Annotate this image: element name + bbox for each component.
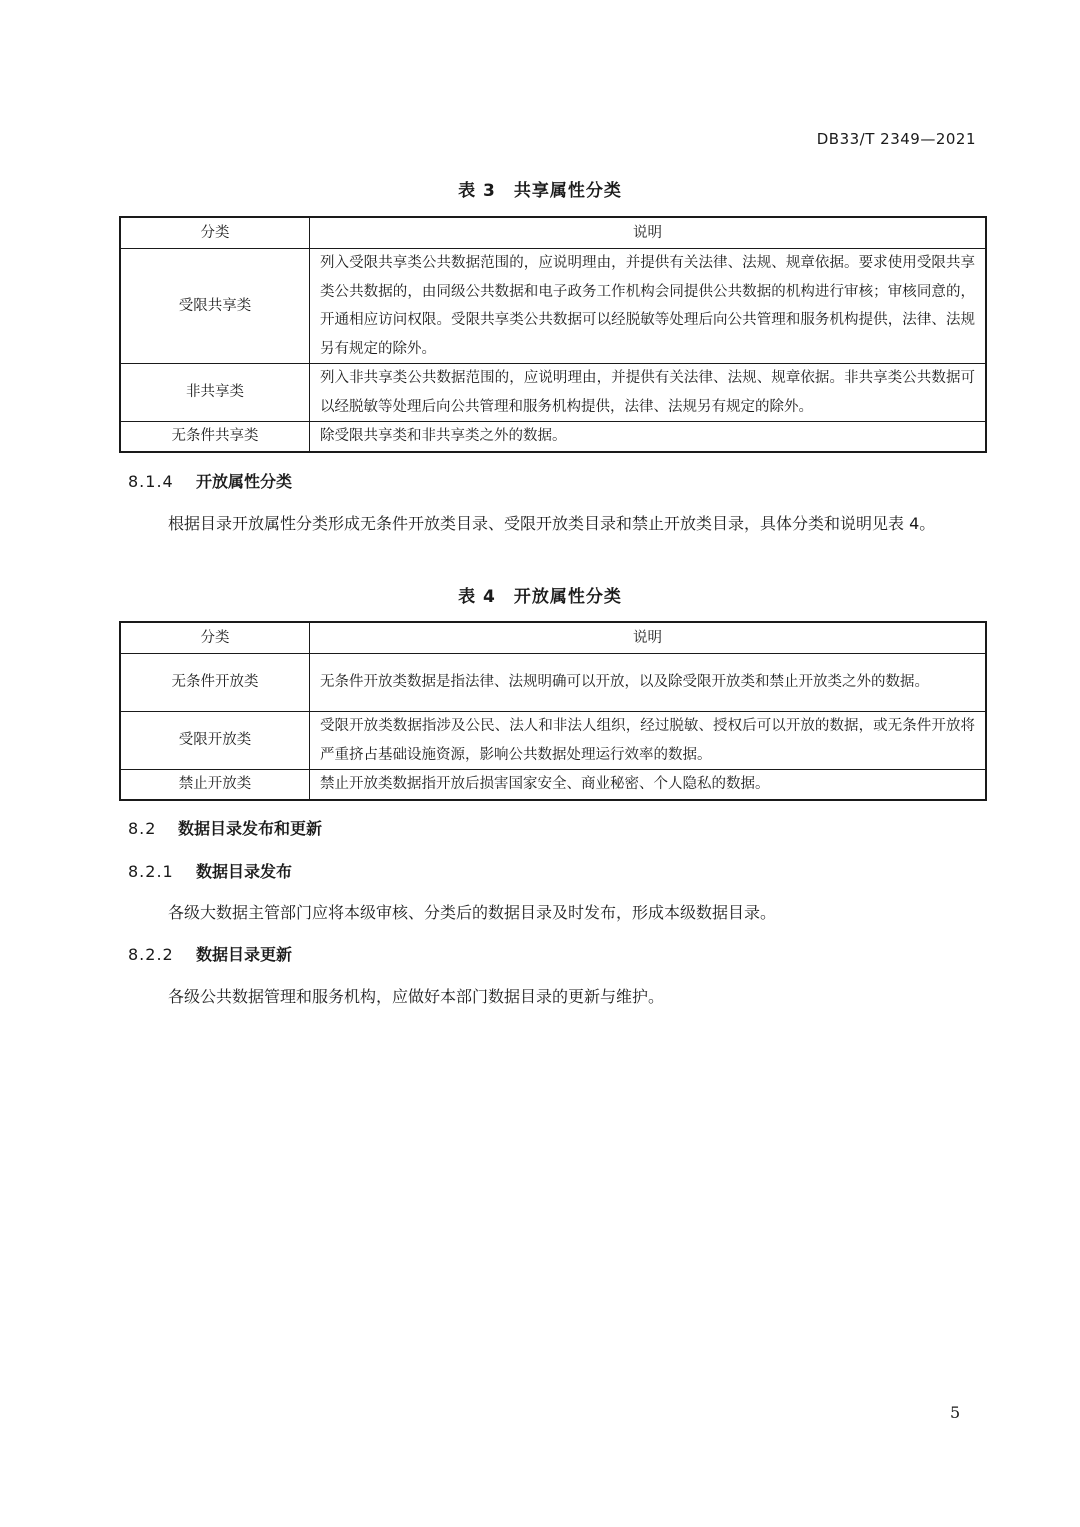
- section-title: 数据目录发布: [196, 862, 293, 881]
- table3-caption: 表 3 共享属性分类: [458, 181, 622, 201]
- description-cell: 除受限共享类和非共享类之外的数据。: [310, 422, 987, 452]
- section-8-2-2-heading: [128, 942, 292, 965]
- column-header-category: 分类: [120, 622, 310, 654]
- section-8-2-heading: [128, 816, 322, 839]
- page-number: 5: [950, 1403, 961, 1422]
- section-number: 8.1.4: [128, 472, 174, 491]
- table-row: [120, 364, 986, 422]
- section-title: 数据目录更新: [196, 945, 293, 964]
- category-cell: 受限共享类: [120, 249, 310, 364]
- section-number: 8.2.2: [128, 945, 174, 964]
- section-8-2-1-paragraph: 各级大数据主管部门应将本级审核、分类后的数据目录及时发布，形成本级数据目录。: [168, 903, 777, 922]
- table-row: [120, 422, 986, 452]
- column-header-description: 说明: [310, 622, 987, 654]
- section-8-1-4-paragraph: 根据目录开放属性分类形成无条件开放类目录、受限开放类目录和禁止开放类目录，具体分类和说明见表 4。: [168, 514, 936, 533]
- category-cell: 受限开放类: [120, 712, 310, 770]
- category-cell: 禁止开放类: [120, 770, 310, 800]
- section-8-1-4-heading: [128, 469, 292, 492]
- table3-share-attribute: [119, 216, 987, 453]
- description-cell: 受限开放类数据指涉及公民、法人和非法人组织，经过脱敏、授权后可以开放的数据，或无条件开放将严重挤占基础设施资源，影响公共数据处理运行效率的数据。: [310, 712, 987, 770]
- section-title: 数据目录发布和更新: [178, 819, 323, 838]
- table4-caption: 表 4 开放属性分类: [458, 587, 622, 607]
- table-row: [120, 654, 986, 712]
- section-number: 8.2.1: [128, 862, 174, 881]
- section-title: 开放属性分类: [196, 472, 293, 491]
- description-cell: 禁止开放类数据指开放后损害国家安全、商业秘密、个人隐私的数据。: [310, 770, 987, 800]
- table-row: [120, 770, 986, 800]
- description-cell: 无条件开放类数据是指法律、法规明确可以开放，以及除受限开放类和禁止开放类之外的数据。: [310, 654, 987, 712]
- description-cell: 列入受限共享类公共数据范围的，应说明理由，并提供有关法律、法规、规章依据。要求使用受限共享类公共数据的，由同级公共数据和电子政务工作机构会同提供公共数据的机构进行审核；审核同意的，开通相应访问权限。受限共享类公共数据可以经脱敏等处理后向公共管理和服务机构提供，法律、法规另有规定的除外。: [310, 249, 987, 364]
- category-cell: 无条件开放类: [120, 654, 310, 712]
- column-header-description: 说明: [310, 217, 987, 249]
- column-header-category: 分类: [120, 217, 310, 249]
- category-cell: 无条件共享类: [120, 422, 310, 452]
- category-cell: 非共享类: [120, 364, 310, 422]
- section-8-2-2-paragraph: 各级公共数据管理和服务机构，应做好本部门数据目录的更新与维护。: [168, 987, 665, 1006]
- table-header-row: [120, 622, 986, 654]
- table-row: [120, 249, 986, 364]
- section-8-2-1-heading: [128, 859, 292, 882]
- table-header-row: [120, 217, 986, 249]
- standard-code: DB33/T 2349—2021: [816, 130, 976, 148]
- description-cell: 列入非共享类公共数据范围的，应说明理由，并提供有关法律、法规、规章依据。非共享类公共数据可以经脱敏等处理后向公共管理和服务机构提供，法律、法规另有规定的除外。: [310, 364, 987, 422]
- table-row: [120, 712, 986, 770]
- section-number: 8.2: [128, 819, 157, 838]
- table4-open-attribute: [119, 621, 987, 801]
